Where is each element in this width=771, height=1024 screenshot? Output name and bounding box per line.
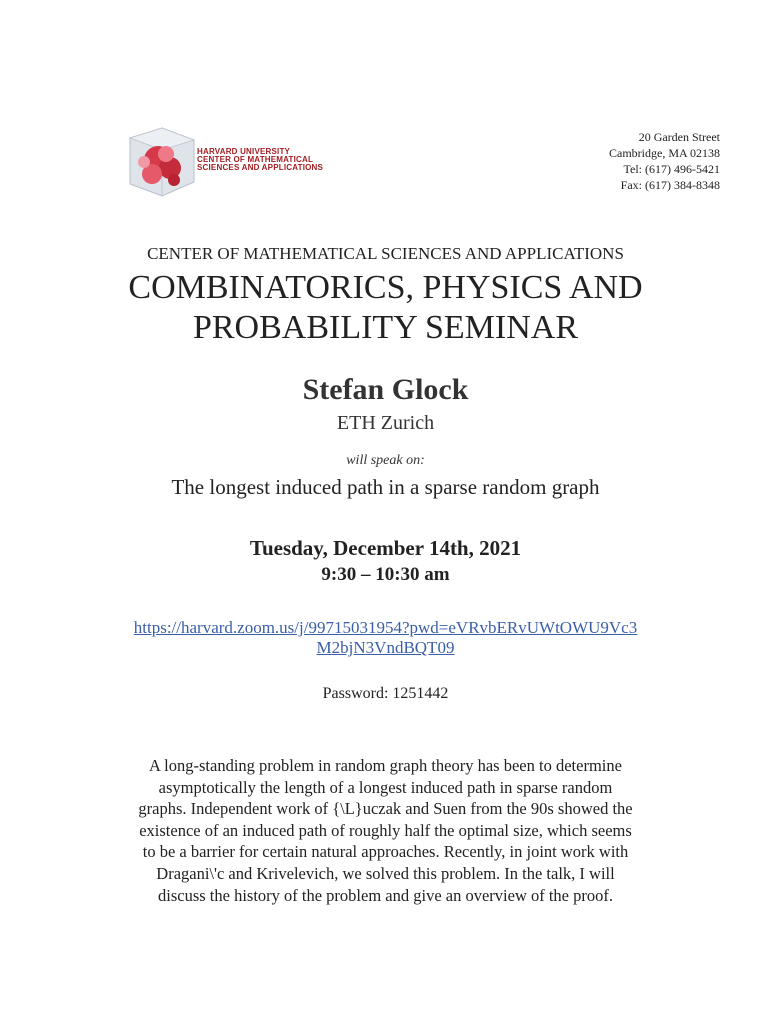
abstract-line: asymptotically the length of a longest induced path in sparse random [158, 777, 613, 797]
abstract-line: Dragani\'c and Krivelevich, we solved this problem. In the talk, I will [156, 863, 615, 883]
logo-line: HARVARD UNIVERSITY [197, 147, 291, 156]
will-speak-label: will speak on: [346, 453, 425, 468]
speaker-affiliation: ETH Zurich [336, 412, 435, 434]
logo-wordmark [197, 148, 323, 172]
seminar-title [0, 268, 771, 348]
address-fax: Fax: (617) 384-8348 [620, 178, 720, 192]
cube-logo-icon [122, 124, 202, 204]
seminar-title-line: PROBABILITY SEMINAR [192, 309, 579, 346]
abstract-line: graphs. Independent work of {\L}uczak and Suen from the 90s showed the [138, 799, 633, 819]
talk-title: The longest induced path in a sparse random graph [171, 475, 600, 499]
abstract-line: to be a barrier for certain natural approaches. Recently, in joint work with [142, 842, 629, 862]
meeting-password: Password: 1251442 [322, 685, 449, 702]
zoom-link[interactable] [0, 618, 771, 658]
speaker-name: Stefan Glock [302, 373, 469, 406]
address-city: Cambridge, MA 02138 [609, 146, 720, 160]
zoom-link-line[interactable]: https://harvard.zoom.us/j/99715031954?pwd=eVRvbERvUWtOWU9Vc3 [133, 618, 638, 637]
seminar-title-line: COMBINATORICS, PHYSICS AND [128, 269, 643, 306]
event-date: Tuesday, December 14th, 2021 [249, 536, 522, 560]
event-time: 9:30 – 10:30 am [321, 564, 450, 585]
abstract [90, 755, 681, 906]
abstract-line: discuss the history of the problem and give an overview of the proof. [157, 885, 613, 905]
organization-name: CENTER OF MATHEMATICAL SCIENCES AND APPLICATIONS [147, 244, 624, 263]
zoom-link-line[interactable]: M2bjN3VndBQT09 [316, 638, 455, 657]
logo-line: CENTER OF MATHEMATICAL [197, 155, 314, 164]
logo-line: SCIENCES AND APPLICATIONS [197, 163, 324, 172]
abstract-line: existence of an induced path of roughly half the optimal size, which seems [139, 820, 632, 840]
abstract-line: A long-standing problem in random graph theory has been to determine [149, 756, 622, 775]
address-street: 20 Garden Street [638, 130, 720, 144]
address-phone: Tel: (617) 496-5421 [623, 162, 720, 176]
address-block [609, 129, 720, 193]
